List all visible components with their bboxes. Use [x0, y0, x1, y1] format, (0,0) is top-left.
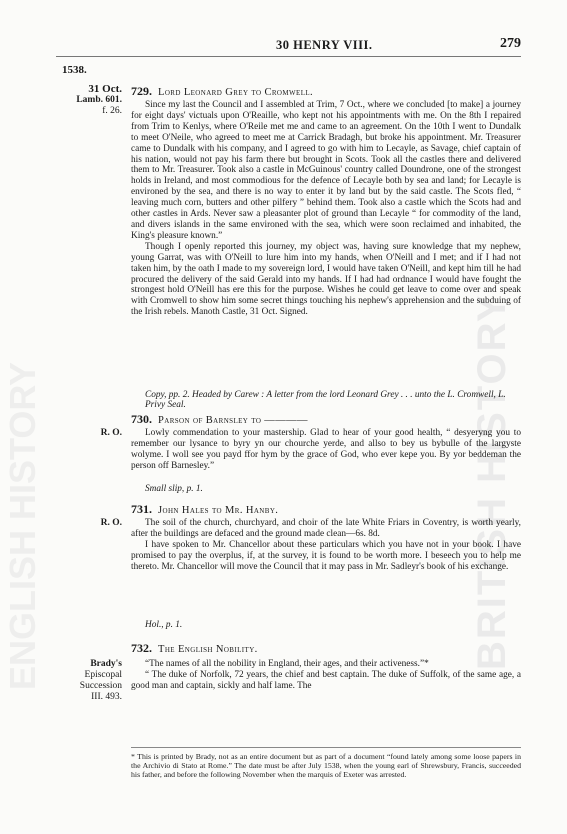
page-number: 279 — [500, 36, 521, 51]
header-rule — [56, 56, 521, 57]
entry-heading-729 — [131, 84, 313, 99]
entry-number: 731. — [131, 502, 152, 516]
entry-title: Lord Leonard Grey to Cromwell. — [158, 87, 314, 98]
entry-note-731: Hol., p. 1. — [145, 620, 183, 630]
entry-title: Parson of Barnsley to ———— — [158, 415, 308, 426]
entry-heading-732 — [131, 641, 258, 656]
source-ref-line: Succession — [79, 681, 122, 691]
margin-note-731 — [50, 518, 122, 529]
watermark-right: BRITISH HISTORY — [470, 293, 514, 670]
entry-title: The English Nobility. — [158, 644, 258, 655]
entry-number: 729. — [131, 84, 152, 98]
margin-note-732 — [50, 659, 122, 703]
watermark-left: ENGLISH HISTORY — [2, 361, 43, 690]
paragraph: Though I openly reported this journey, my object was, having sure knowledge that my nephew, young Garrat, was with O'Neill to lure him into my hands, when O'Neill and I met; and if I had not taken him, by the oath I made to my sovereign lord, I would have taken O'Neill, and kept him till he had procured the delivery of the said Gerald into my hands. If I had had ordnance I would have fought the strongest hold O'Neill has ere this for the purpose. Wishes he could get leave to come over and speak with Cromwell to show him some secret things touching his nephew's apprehension and the subduing of the Irish rebels. Manoth Castle, 31 Oct. Signed. — [131, 241, 521, 318]
entry-body-730 — [131, 428, 521, 472]
paragraph: I have spoken to Mr. Chancellor about these particulars which you have not in your book. I have promised to pay the overplus, if, at the survey, it is found to be worth more. I beseech you to help me thereto. Mr. Chancellor will move the Council that it may pass in Mr. Sadleyr's book of his exchange. — [131, 539, 521, 572]
entry-number: 730. — [131, 412, 152, 426]
entry-body-732 — [131, 659, 521, 692]
entry-date: 31 Oct. — [88, 83, 122, 95]
source-ref: Lamb. 601. — [76, 95, 122, 105]
running-head-title: 30 HENRY VIII. — [276, 38, 373, 52]
entry-heading-731 — [131, 502, 278, 517]
paragraph: Since my last the Council and I assembled at Trim, 7 Oct., where we concluded [to make] a journey for eight days' victuals upon O'Reaille, who kept not his appointments with me. On the 8th I repaired from Trim to Kenlys, where O'Reile met me and came to an agreement. On the 10th I went to Dundalk to meet O'Neile, who agreed to meet me at Carrick Bradagh, but broke his appointment. Mr. Treasurer came to Dundalk with his company, and I agreed to go with him to Lecayle, as Savage, chief captain of his nation, would not pay his farm there but brought in Scots. Took all the castles there and delivered them to Mr. Treasurer. Took also a castle in McGuinous' country called Doundrone, one of the strongest holds in Ireland, and most commodious for the defence of Lecayle both by sea and land; for Lecayle is environed by the sea, and there is no way to enter it by land but by the said castle. The Scots fled, “ leaving much corn, butters and other pilfery ” behind them. Took also a castle which the Scots had and other castles in Ards. Never saw a pleasanter plot of ground than Lecayle “ for commodity of the land, and divers islands in the same environed with the sea, which were soon reclaimed and inhabited, the King's pleasure known.” — [131, 100, 521, 241]
source-ref-folio: f. 26. — [102, 106, 122, 116]
entry-heading-730 — [131, 412, 308, 427]
footnote-rule — [131, 747, 521, 748]
running-head — [0, 38, 567, 54]
year-label: 1538. — [62, 64, 87, 76]
paragraph: “ The duke of Norfolk, 72 years, the chief and best captain. The duke of Suffolk, of the same age, a good man and captain, sickly and half lame. The — [131, 669, 521, 691]
margin-note-729 — [50, 84, 122, 117]
footnote: * This is printed by Brady, not as an entire document but as part of a document “found lately among some loose papers in the Archivio di Stato at Rome.” The date must be after July 1538, when the young earl of Shrewsbury, Francis, succeeded his father, and before the following November when the marquis of Exeter was arrested. — [131, 752, 521, 779]
paragraph: “The names of all the nobility in England, their ages, and their activeness.”* — [145, 659, 429, 669]
entry-body-731 — [131, 518, 521, 573]
source-ref: R. O. — [100, 518, 122, 528]
entry-number: 732. — [131, 641, 152, 655]
entry-title: John Hales to Mr. Hanby. — [158, 505, 279, 516]
entry-body-729 — [131, 100, 521, 318]
entry-note-729: Copy, pp. 2. Headed by Carew : A letter from the lord Leonard Grey . . . unto the L. Cromwell, L. Privy Seal. — [145, 390, 506, 410]
source-ref: R. O. — [100, 428, 122, 438]
source-ref-line: III. 493. — [91, 692, 122, 702]
paragraph: Lowly commendation to your mastership. Glad to hear of your good health, “ desyeryng you to remember our lysance to byry yn our chourche yerde, and allso to bey us bybulle of the largyste wolyme. I woll see you payd ffor hym by the grace of God, who ever kepe you. By yor beddeman the person off Barnesley.” — [131, 428, 521, 471]
entry-note-730: Small slip, p. 1. — [145, 484, 203, 494]
source-ref-line: Episcopal — [84, 670, 122, 680]
source-ref: Brady's — [90, 659, 122, 669]
paragraph: The soil of the church, churchyard, and choir of the late White Friars in Coventry, is worth yearly, after the buildings are defaced and the ground made clean—6s. 8d. — [131, 518, 521, 539]
margin-note-730 — [50, 428, 122, 439]
